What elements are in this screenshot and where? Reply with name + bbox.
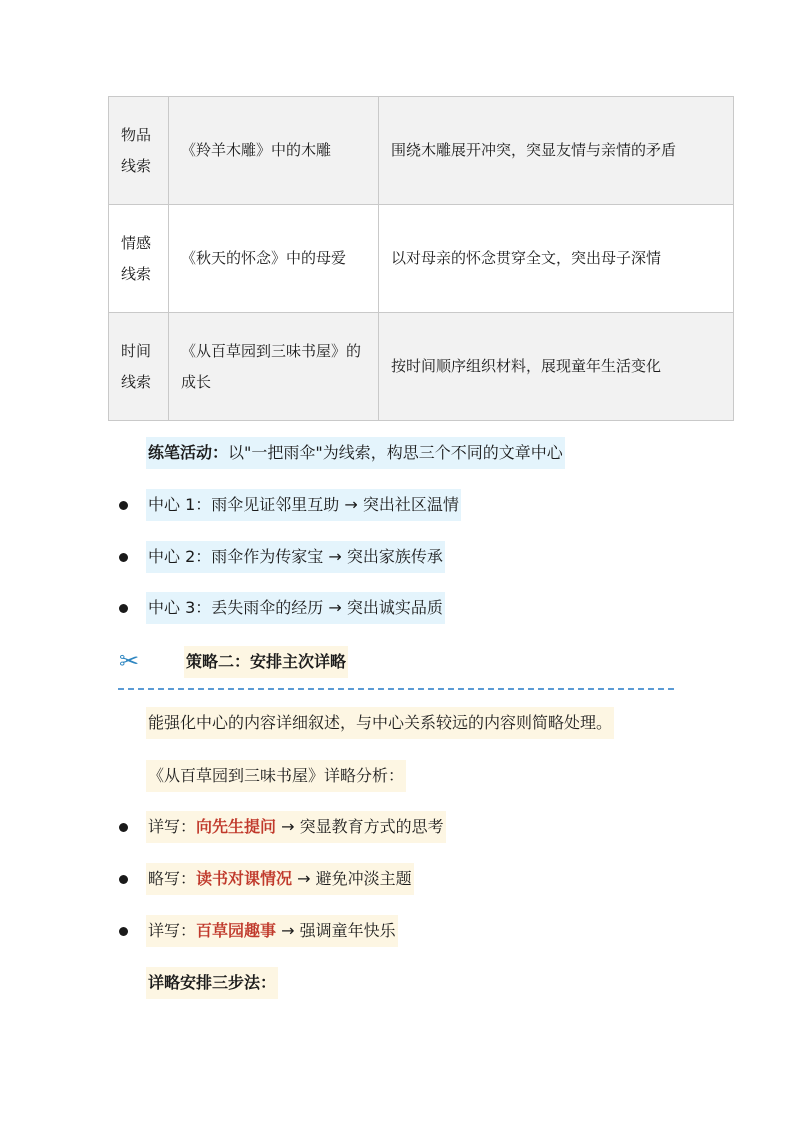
bullet-icon: [119, 604, 128, 613]
clue-type-cell: 时间线索: [109, 313, 169, 421]
bullet-icon: [119, 553, 128, 562]
strategy-title: 策略二：安排主次详略: [184, 646, 348, 678]
analysis-item-prefix: 略写：: [148, 869, 197, 888]
analysis-item: [146, 915, 398, 947]
table-row: [109, 313, 734, 421]
steps-title: 详略安排三步法：: [146, 967, 278, 999]
clue-desc-cell: 围绕木雕展开冲突，突显友情与亲情的矛盾: [379, 97, 734, 205]
clue-desc-cell: 以对母亲的怀念贯穿全文，突出母子深情: [379, 205, 734, 313]
exercise-center-item: 中心 1：雨伞见证邻里互助 → 突出社区温情: [146, 489, 461, 521]
dashed-divider: [118, 688, 674, 690]
clue-table: [108, 96, 734, 421]
clue-desc-cell: 按时间顺序组织材料，展现童年生活变化: [379, 313, 734, 421]
bullet-icon: [119, 501, 128, 510]
clue-type-cell: 物品线索: [109, 97, 169, 205]
exercise-center-item: 中心 3：丢失雨伞的经历 → 突出诚实品质: [146, 592, 445, 624]
scissors-icon: ✂: [119, 647, 140, 675]
analysis-item-suffix: → 突显教育方式的思考: [276, 817, 444, 836]
exercise-label: 练笔活动：: [148, 443, 229, 462]
analysis-item-key: 读书对课情况: [196, 869, 293, 888]
exercise-center-item: 中心 2：雨伞作为传家宝 → 突出家族传承: [146, 541, 445, 573]
exercise-text: 以"一把雨伞"为线索，构思三个不同的文章中心: [228, 443, 563, 462]
clue-example-cell: 《羚羊木雕》中的木雕: [169, 97, 379, 205]
analysis-item-prefix: 详写：: [148, 817, 197, 836]
analysis-item: [146, 863, 414, 895]
clue-type-cell: 情感线索: [109, 205, 169, 313]
clue-example-cell: 《从百草园到三味书屋》的成长: [169, 313, 379, 421]
strategy-intro: 能强化中心的内容详细叙述，与中心关系较远的内容则简略处理。: [146, 707, 614, 739]
table-row: [109, 97, 734, 205]
analysis-item-suffix: → 强调童年快乐: [276, 921, 396, 940]
clue-example-cell: 《秋天的怀念》中的母爱: [169, 205, 379, 313]
table-row: [109, 205, 734, 313]
bullet-icon: [119, 875, 128, 884]
analysis-item-prefix: 详写：: [148, 921, 197, 940]
analysis-item-suffix: → 避免冲淡主题: [292, 869, 412, 888]
analysis-item: [146, 811, 446, 843]
bullet-icon: [119, 927, 128, 936]
analysis-title: 《从百草园到三味书屋》详略分析：: [146, 760, 406, 792]
exercise-heading: [146, 437, 565, 469]
analysis-item-key: 向先生提问: [196, 817, 277, 836]
analysis-item-key: 百草园趣事: [196, 921, 277, 940]
bullet-icon: [119, 823, 128, 832]
